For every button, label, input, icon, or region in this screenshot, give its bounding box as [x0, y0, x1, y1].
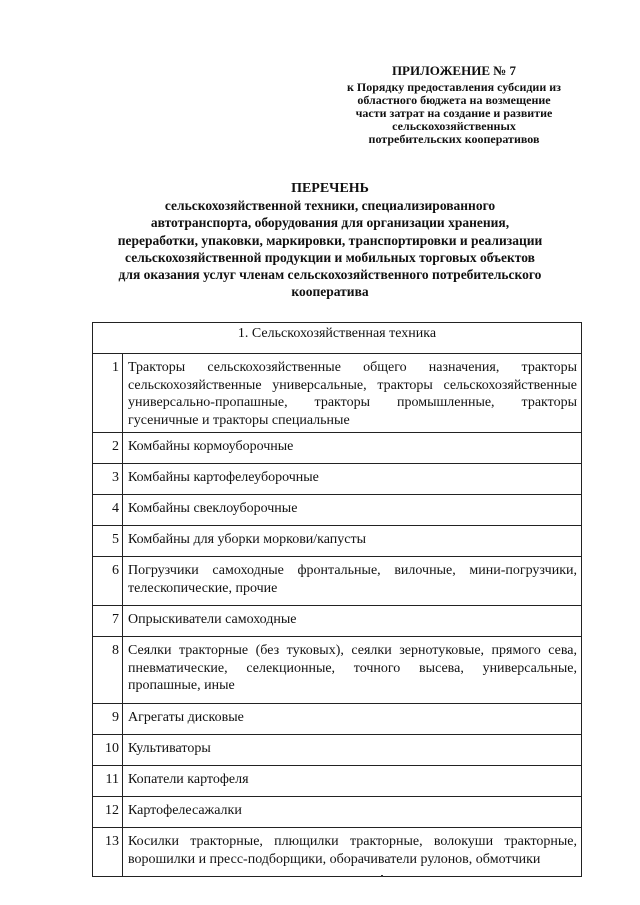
- table-row: [93, 557, 582, 606]
- row-text: Тракторы сельскохозяйственные общего назначения, тракторы сельскохозяйственные универсальные, тракторы сельскохозяйственные универсально-пропашные, тракторы промышленные, тракторы гусеничные и тракторы специальные: [123, 354, 582, 433]
- table-row: [93, 526, 582, 557]
- row-number: 3: [93, 464, 123, 495]
- table-row: [93, 354, 582, 433]
- row-number: 8: [93, 637, 123, 704]
- row-text: Косилки тракторные, плющилки тракторные, волокуши тракторные, ворошилки и пресс-подборщики, оборачиватели рулонов, обмотчики: [123, 828, 582, 877]
- section-header-row: [93, 323, 582, 354]
- appendix-block: [318, 64, 590, 146]
- row-number: 1: [93, 354, 123, 433]
- row-text: Культиваторы: [123, 735, 582, 766]
- appendix-heading: ПРИЛОЖЕНИЕ № 7: [391, 63, 517, 78]
- row-number: 9: [93, 704, 123, 735]
- table-row: [93, 735, 582, 766]
- row-text: Опрыскиватели самоходные: [123, 606, 582, 637]
- row-number: 13: [93, 828, 123, 877]
- row-text: Комбайны картофелеуборочные: [123, 464, 582, 495]
- row-text: Погрузчики самоходные фронтальные, вилочные, мини-погрузчики, телескопические, прочие: [123, 557, 582, 606]
- row-number: 7: [93, 606, 123, 637]
- row-number: 2: [93, 433, 123, 464]
- row-text: Агрегаты дисковые: [123, 704, 582, 735]
- row-text: Сеялки тракторные (без туковых), сеялки зернотуковые, прямого сева, пневматические, селекционные, точного высева, универсальные, пропашные, иные: [123, 637, 582, 704]
- table-row: [93, 637, 582, 704]
- row-number: 5: [93, 526, 123, 557]
- row-text: Комбайны для уборки моркови/капусты: [123, 526, 582, 557]
- appendix-line: части затрат на создание и развитие: [355, 106, 553, 120]
- document-heading: [78, 180, 582, 300]
- row-number: 4: [93, 495, 123, 526]
- table-row: [93, 606, 582, 637]
- row-text: Комбайны кормоуборочные: [123, 433, 582, 464]
- row-number: 10: [93, 735, 123, 766]
- table-row: [93, 495, 582, 526]
- table-row: [93, 766, 582, 797]
- document-title: ПЕРЕЧЕНЬ: [291, 181, 369, 196]
- table-row: [93, 464, 582, 495]
- row-text: Картофелесажалки: [123, 797, 582, 828]
- row-number: 6: [93, 557, 123, 606]
- row-number: 11: [93, 766, 123, 797]
- document-subtitle-line: для оказания услуг членам сельскохозяйственного потребительского: [118, 267, 542, 283]
- table-row: [93, 797, 582, 828]
- document-subtitle-line: сельскохозяйственной техники, специализированного: [164, 198, 496, 214]
- document-subtitle-line: автотранспорта, оборудования для организации хранения,: [150, 215, 510, 231]
- document-subtitle-line: кооператива: [291, 284, 369, 300]
- scan-speck: [381, 875, 383, 877]
- table-row: [93, 433, 582, 464]
- document-subtitle-line: сельскохозяйственной продукции и мобильных торговых объектов: [125, 249, 535, 265]
- section-title: 1. Сельскохозяйственная техника: [93, 323, 582, 354]
- appendix-line: потребительских кооперативов: [368, 132, 540, 146]
- equipment-table: [92, 322, 582, 877]
- appendix-line: сельскохозяйственных: [392, 119, 516, 133]
- table-row: [93, 704, 582, 735]
- appendix-line: областного бюджета на возмещение: [357, 93, 551, 107]
- row-text: Комбайны свеклоуборочные: [123, 495, 582, 526]
- table-row: [93, 828, 582, 877]
- row-text: Копатели картофеля: [123, 766, 582, 797]
- row-number: 12: [93, 797, 123, 828]
- document-subtitle-line: переработки, упаковки, маркировки, транспортировки и реализации: [117, 232, 543, 248]
- appendix-line: к Порядку предоставления субсидии из: [346, 80, 561, 94]
